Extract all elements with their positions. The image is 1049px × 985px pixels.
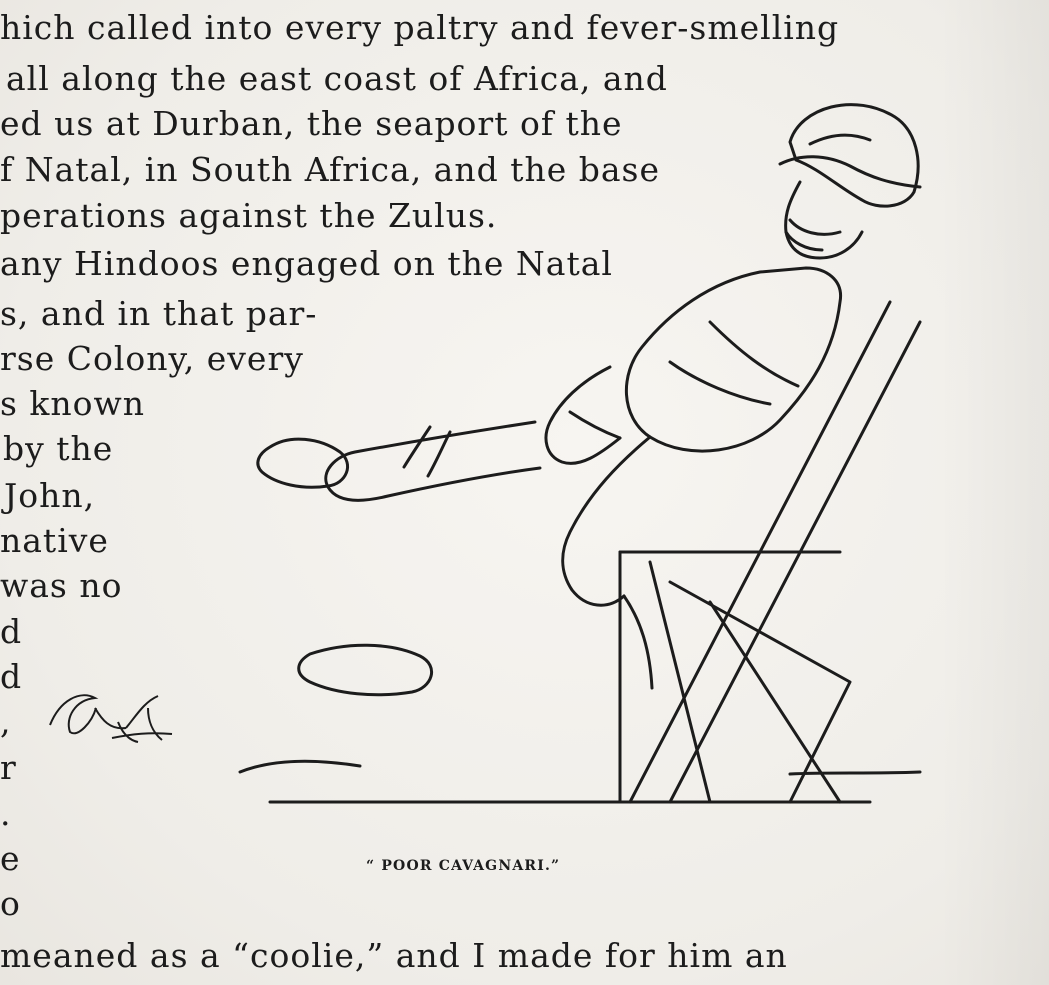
text-line-11: John,: [4, 476, 96, 515]
illustration-man-in-chair: [150, 82, 950, 822]
text-line-5: perations against the Zulus.: [0, 196, 498, 235]
text-line-9: s known: [0, 384, 146, 423]
text-line-15: d: [0, 657, 23, 696]
text-line-14: d: [0, 612, 23, 651]
page-edge-shadow: [939, 0, 1049, 985]
text-line-1: hich called into every paltry and fever-smelling: [0, 8, 840, 47]
text-line-10: by the: [3, 429, 114, 468]
text-line-20: o: [0, 884, 21, 923]
text-line-8: rse Colony, every: [0, 339, 304, 378]
text-line-3: ed us at Durban, the seaport of the: [0, 104, 623, 143]
illustration-caption: “ POOR CAVAGNARI.”: [366, 858, 561, 874]
text-line-4: f Natal, in South Africa, and the base: [0, 150, 661, 189]
text-line-17: r: [0, 748, 17, 787]
text-line-7: s, and in that par-: [0, 294, 318, 333]
text-line-16: ,: [0, 702, 12, 741]
text-line-2: all along the east coast of Africa, and: [6, 59, 668, 98]
text-line-12: native: [0, 521, 109, 560]
text-line-18: .: [0, 794, 12, 833]
text-line-6: any Hindoos engaged on the Natal: [0, 244, 613, 283]
text-line-13: was no: [0, 566, 123, 605]
text-line-19: e: [0, 839, 21, 878]
text-line-21: meaned as a “coolie,” and I made for him an: [0, 936, 788, 975]
